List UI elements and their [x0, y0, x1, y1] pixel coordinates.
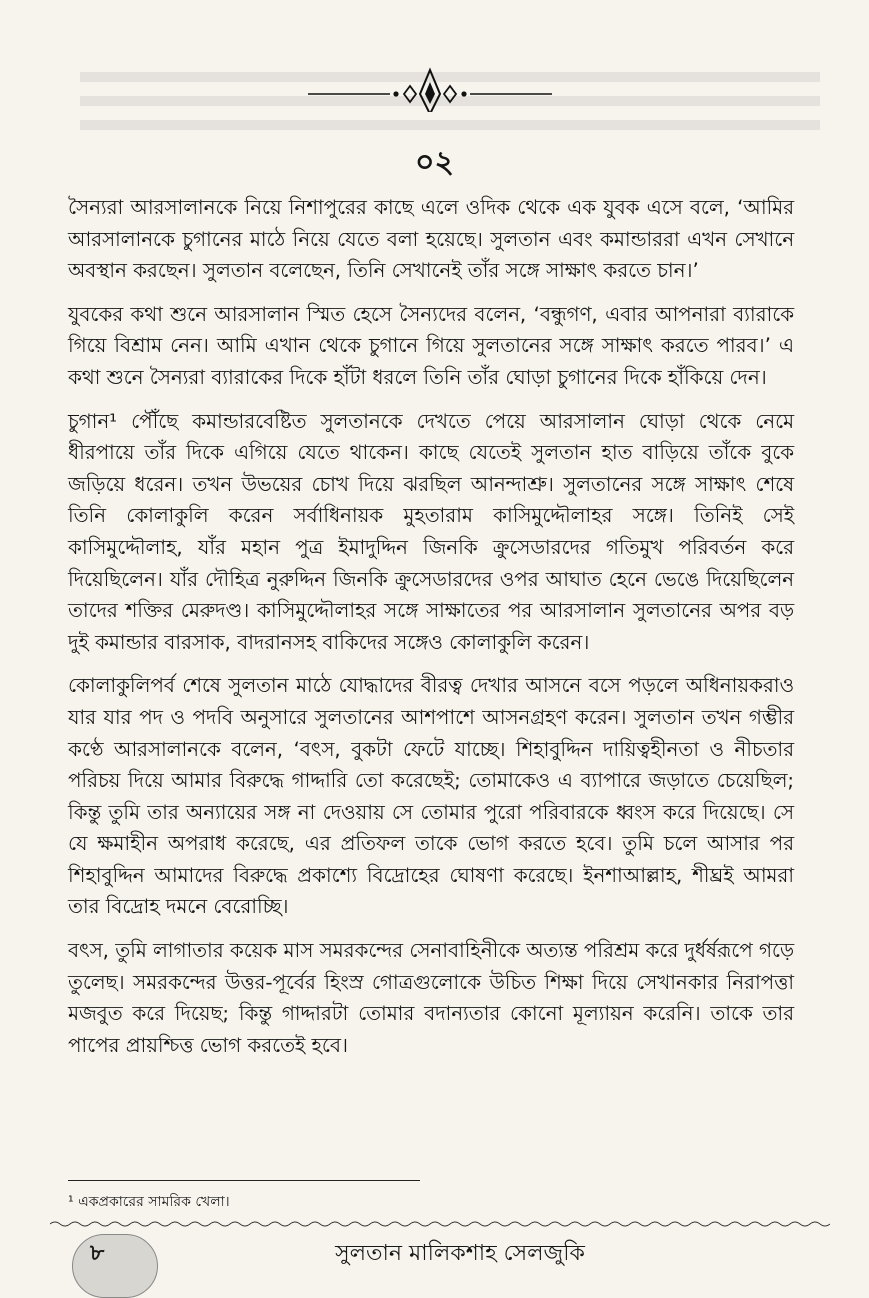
paragraph: চুগান¹ পৌঁছে কমান্ডারবেষ্টিত সুলতানকে দেখতে পেয়ে আরসালান ঘোড়া থেকে নেমে ধীরপায়ে তাঁর দিকে এগিয়ে যেতে থাকেন। কাছে যেতেই সুলতান হাত বাড়িয়ে তাঁকে বুকে জড়িয়ে ধরেন। তখন উভয়ের চোখ দিয়ে ঝরছিল আনন্দাশ্রু। সুলতানের সঙ্গে সাক্ষাৎ শেষে তিনি কোলাকুলি করেন সর্বাধিনায়ক মুহতারাম কাসিমুদ্দৌলাহর সঙ্গে। তিনিই সেই কাসিমুদ্দৌলাহ, যাঁর মহান পুত্র ইমাদুদ্দিন জিনকি ক্রুসেডারদের গতিমুখ পরিবর্তন করে দিয়েছিলেন। যাঁর দৌহিত্র নুরুদ্দিন জিনকি ক্রুসেডারদের ওপর আঘাত হেনে ভেঙে দিয়েছিলেন তাদের শক্তির মেরুদণ্ড। কাসিমুদ্দৌলাহর সঙ্গে সাক্ষাতের পর আরসালান সুলতানের অপর বড় দুই কমান্ডার বারসাক, বাদরানসহ বাকিদের সঙ্গেও কোলাকুলি করেন।: [68, 409, 794, 654]
paragraph: কোলাকুলিপর্ব শেষে সুলতান মাঠে যোদ্ধাদের বীরত্ব দেখার আসনে বসে পড়লে অধিনায়করাও যার যার পদ ও পদবি অনুসারে সুলতানের আশপাশে আসনগ্রহণ করেন। সুলতান তখন গম্ভীর কণ্ঠে আরসালানকে বলেন, ‘বৎস, বুকটা ফেটে যাচ্ছে। শিহাবুদ্দিন দায়িত্বহীনতা ও নীচতার পরিচয় দিয়ে আমার বিরুদ্ধে গাদ্দারি তো করেছেই; তোমাকেও এ ব্যাপারে জড়াতে চেয়েছিল; কিন্তু তুমি তার অন্যায়ের সঙ্গ না দেওয়ায় সে তোমার পুরো পরিবারকে ধ্বংস করে দিয়েছে। সে যে ক্ষমাহীন অপরাধ করেছে, এর প্রতিফল তাকে ভোগ করতে হবে। তুমি চলে আসার পর শিহাবুদ্দিন আমাদের বিরুদ্ধে প্রকাশ্যে বিদ্রোহের ঘোষণা করেছে। ইনশাআল্লাহ, শীঘ্রই আমরা তার বিদ্রোহ দমনে বেরোচ্ছি।: [68, 674, 794, 919]
chapter-ornament-icon: [300, 62, 560, 112]
running-title: সুলতান মালিকশাহ সেলজুকি: [335, 1241, 585, 1266]
paragraph: সৈন্যরা আরসালানকে নিয়ে নিশাপুরের কাছে এলে ওদিক থেকে এক যুবক এসে বলে, ‘আমির আরসালানকে চুগানের মাঠে নিয়ে যেতে বলা হয়েছে। সুলতান এবং কমান্ডাররা এখন সেখানে অবস্থান করছেন। সুলতান বলেছেন, তিনি সেখানেই তাঁর সঙ্গে সাক্ষাৎ করতে চান।’: [68, 196, 794, 283]
footnote-divider: [68, 1180, 420, 1181]
body-text: [68, 192, 794, 1061]
footer-wavy-rule: [50, 1220, 830, 1228]
paragraph: যুবকের কথা শুনে আরসালান স্মিত হেসে সৈন্যদের বলেন, ‘বন্ধুগণ, এবার আপনারা ব্যারাকে গিয়ে বিশ্রাম নেন। আমি এখান থেকে চুগানে গিয়ে সুলতানের সঙ্গে সাক্ষাৎ করতে পারব।’ এ কথা শুনে সৈন্যরা ব্যারাকের দিকে হাঁটা ধরলে তিনি তাঁর ঘোড়া চুগানের দিকে হাঁকিয়ে দেন।: [68, 302, 794, 389]
footnote: ¹ একপ্রকারের সামরিক খেলা।: [68, 1194, 230, 1210]
page-number: ৮: [90, 1241, 105, 1266]
chapter-number: ০২: [414, 145, 454, 180]
paragraph: বৎস, তুমি লাগাতার কয়েক মাস সমরকন্দের সেনাবাহিনীকে অত্যন্ত পরিশ্রম করে দুর্ধর্ষরূপে গড়ে তুলেছ। সমরকন্দের উত্তর-পূর্বের হিংস্র গোত্রগুলোকে উচিত শিক্ষা দিয়ে সেখানকার নিরাপত্তা মজবুত করে দিয়েছ; কিন্তু গাদ্দারটা তোমার বদান্যতার কোনো মূল্যায়ন করেনি। তাকে তার পাপের প্রায়শ্চিত্ত ভোগ করতেই হবে।: [68, 939, 795, 1057]
page-number-badge: [72, 1234, 158, 1298]
